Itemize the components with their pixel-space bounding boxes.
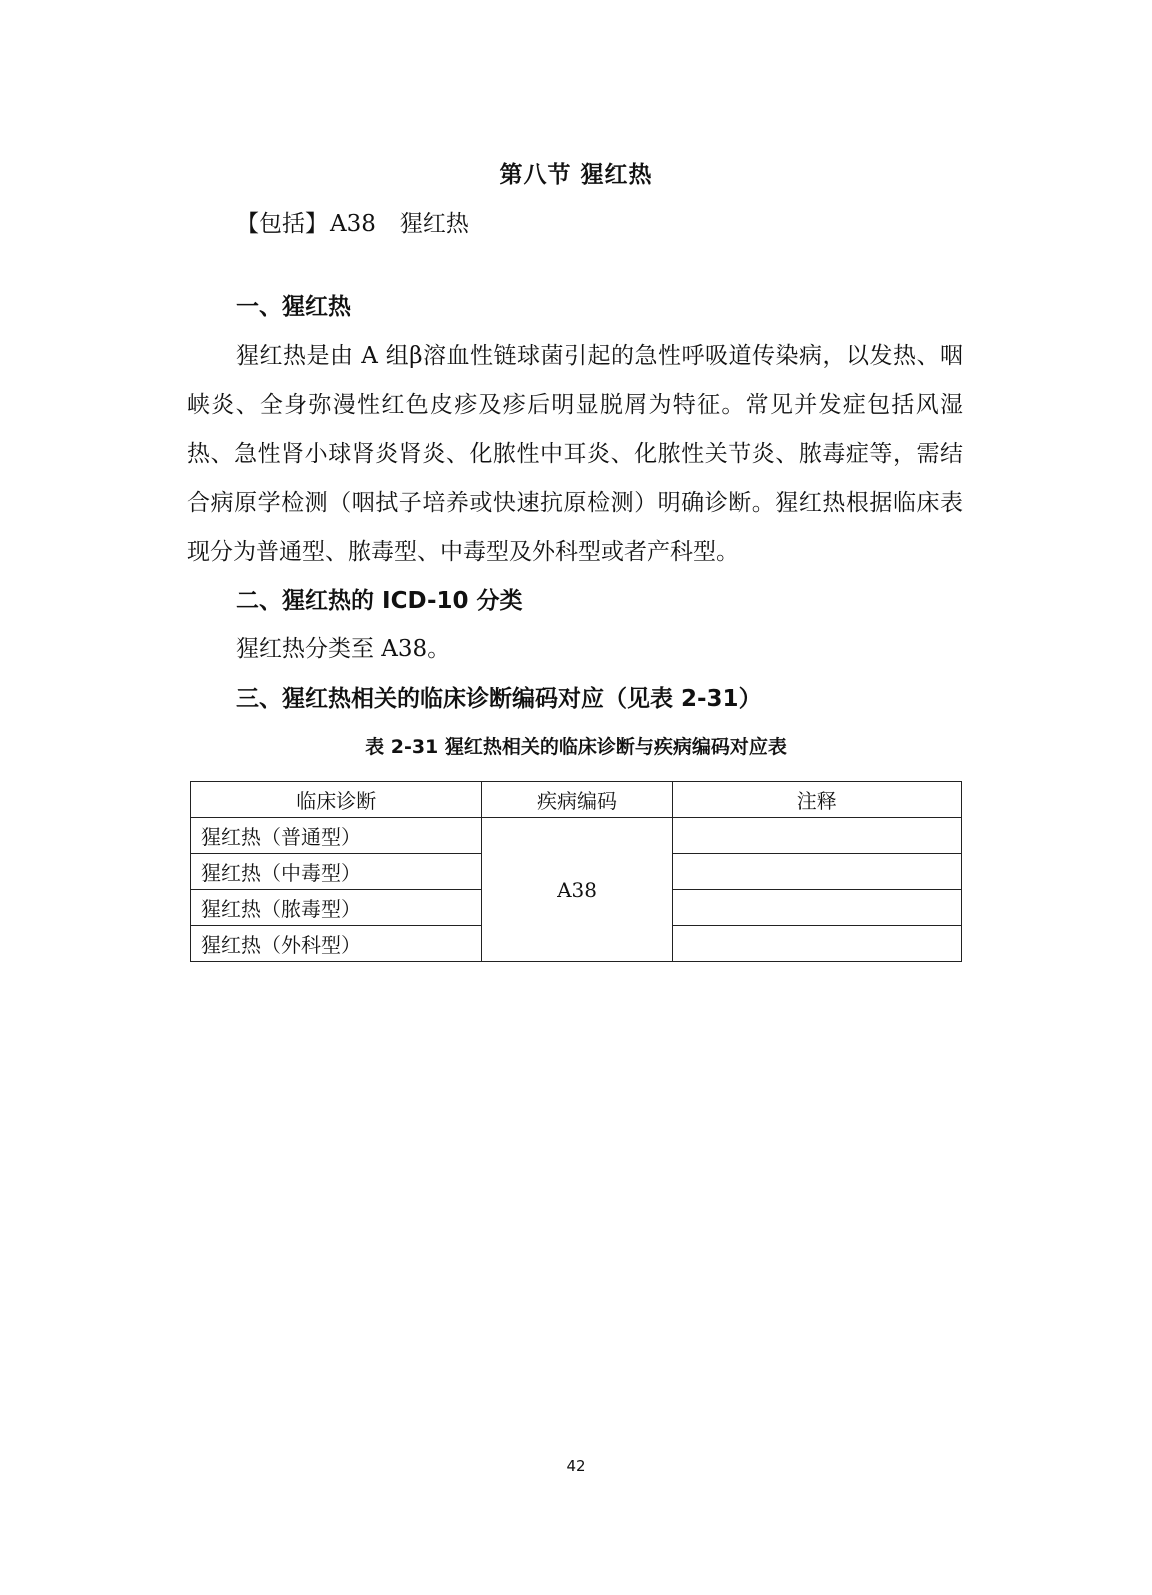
code-cell: A38 — [482, 818, 672, 962]
section-title: 第八节 猩红热 — [499, 162, 653, 188]
diagnosis-cell: 猩红热（脓毒型） — [191, 890, 482, 926]
diagnosis-cell: 猩红热（普通型） — [191, 818, 482, 854]
includes-name: 猩红热 — [399, 211, 469, 237]
heading-code-mapping: 三、猩红热相关的临床诊断编码对应（见表 2-31） — [236, 686, 762, 712]
diagnosis-cell: 猩红热（外科型） — [191, 926, 482, 962]
diagnosis-cell: 猩红热（中毒型） — [191, 854, 482, 890]
includes-code: A38 — [330, 211, 376, 237]
page-number: 42 — [566, 1457, 586, 1475]
classification-text: 猩红热分类至 A38。 — [236, 636, 451, 662]
includes-line — [236, 205, 469, 238]
heading-definition: 一、猩红热 — [236, 294, 351, 320]
note-cell — [672, 926, 961, 962]
note-cell — [672, 854, 961, 890]
table-caption: 表 2-31 猩红热相关的临床诊断与疾病编码对应表 — [365, 736, 787, 758]
heading-icd-classification: 二、猩红热的 ICD-10 分类 — [236, 588, 523, 614]
note-cell — [672, 818, 961, 854]
note-cell — [672, 890, 961, 926]
header-note: 注释 — [672, 782, 961, 818]
header-diagnosis: 临床诊断 — [191, 782, 482, 818]
header-code: 疾病编码 — [482, 782, 672, 818]
diagnosis-code-table — [190, 781, 962, 962]
table-row — [191, 818, 962, 854]
includes-label: 【包括】 — [236, 211, 328, 237]
table-header-row — [191, 782, 962, 818]
definition-paragraph: 猩红热是由 A 组β溶血性链球菌引起的急性呼吸道传染病，以发热、咽峡炎、全身弥漫性红色皮疹及疹后明显脱屑为特征。常见并发症包括风湿热、急性肾小球肾炎肾炎、化脓性中耳炎、化脓性关节炎、脓毒症等，需结合病原学检测（咽拭子培养或快速抗原检测）明确诊断。猩红热根据临床表现分为普通型、脓毒型、中毒型及外科型或者产科型。 — [187, 343, 963, 565]
